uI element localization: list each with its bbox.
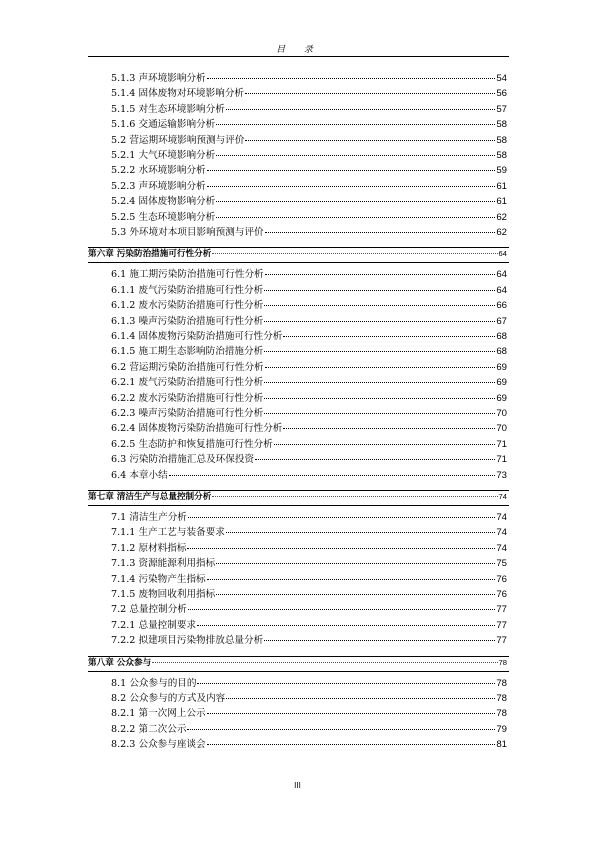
dot-leader bbox=[207, 578, 496, 580]
toc-entry[interactable] bbox=[111, 165, 507, 177]
dot-leader bbox=[264, 320, 495, 322]
dot-leader bbox=[216, 593, 495, 595]
toc-entry-number: 6.2 bbox=[111, 361, 127, 373]
toc-entry-page: 74 bbox=[496, 512, 507, 523]
toc-entry-number: 5.1.5 bbox=[111, 103, 136, 115]
dot-leader bbox=[265, 366, 496, 368]
toc-entry-title bbox=[111, 196, 215, 208]
toc-entry-page: 58 bbox=[496, 134, 507, 146]
toc-entry-text: 拟建项目污染物排放总量分析 bbox=[138, 635, 264, 647]
toc-entry-text: 生态环境影响分析 bbox=[138, 211, 216, 223]
toc-entry[interactable] bbox=[111, 635, 507, 647]
toc-entry-title bbox=[111, 408, 263, 420]
toc-entry[interactable] bbox=[111, 135, 507, 147]
toc-entry[interactable] bbox=[111, 512, 507, 524]
toc-entry-text: 水环境影响分析 bbox=[138, 165, 206, 177]
toc-entry-title bbox=[111, 150, 215, 162]
toc-entry[interactable] bbox=[111, 393, 507, 405]
toc-entry[interactable] bbox=[111, 439, 507, 451]
toc-entry-page: 70 bbox=[496, 408, 507, 419]
toc-entry-title bbox=[111, 574, 206, 586]
toc-entry-title bbox=[111, 512, 187, 524]
toc-entry[interactable] bbox=[111, 346, 507, 358]
toc-entry-number: 8.2.2 bbox=[111, 723, 136, 735]
toc-entry-text: 生产工艺与装备要求 bbox=[138, 527, 225, 539]
toc-entry-title bbox=[111, 331, 282, 343]
toc-entry-number: 5.2.5 bbox=[111, 211, 136, 223]
toc-entry-title bbox=[111, 604, 187, 616]
toc-entry-title bbox=[111, 300, 263, 312]
toc-entry-number: 8.2.3 bbox=[111, 739, 136, 751]
toc-entry-number: 6.2.3 bbox=[111, 408, 136, 419]
toc-entry-text: 清洁生产分析 bbox=[129, 512, 187, 523]
toc-entry[interactable] bbox=[111, 604, 507, 616]
toc-entry[interactable] bbox=[111, 423, 507, 435]
toc-entry-page: 75 bbox=[496, 558, 507, 570]
dot-leader bbox=[169, 474, 496, 476]
toc-entry-text: 对生态环境影响分析 bbox=[138, 103, 225, 115]
toc-entry-text: 公众参与的方式及内容 bbox=[129, 693, 226, 704]
toc-entry-page: 57 bbox=[496, 103, 507, 115]
dot-leader bbox=[264, 304, 495, 306]
toc-entry-number: 6.1.5 bbox=[111, 346, 136, 358]
toc-entry-number: 5.1.3 bbox=[111, 73, 136, 84]
toc-chapter-entry[interactable] bbox=[88, 248, 507, 260]
toc-entry-title bbox=[111, 589, 215, 601]
toc-entry-number: 5.3 bbox=[111, 227, 127, 238]
toc-entry-title bbox=[111, 558, 215, 570]
toc-entry-text: 第一次网上公示 bbox=[138, 708, 206, 720]
toc-entry-text: 总量控制分析 bbox=[129, 604, 187, 616]
toc-entry-text: 资源能源利用指标 bbox=[138, 558, 216, 570]
dot-leader bbox=[216, 216, 495, 218]
dot-leader bbox=[207, 185, 496, 187]
toc-entry-title bbox=[111, 724, 186, 736]
toc-entry[interactable] bbox=[111, 331, 507, 343]
dot-leader bbox=[255, 458, 495, 460]
toc-entry-title bbox=[111, 393, 263, 405]
toc-entry-text: 公众参与的目的 bbox=[129, 677, 197, 689]
dot-leader bbox=[216, 200, 495, 202]
toc-entry-title bbox=[111, 104, 225, 116]
toc-entry-text: 声环境影响分析 bbox=[138, 73, 206, 84]
toc-entry-number: 7.2.1 bbox=[111, 619, 136, 631]
toc-entry-page: 68 bbox=[496, 346, 507, 358]
toc-entry-text: 施工期污染防治措施可行性分析 bbox=[129, 269, 264, 281]
toc-entry-page: 78 bbox=[498, 657, 507, 667]
toc-entry-number: 7.1.4 bbox=[111, 573, 136, 585]
toc-entry-text: 生态防护和恢复措施可行性分析 bbox=[138, 438, 273, 450]
chapter-separator bbox=[88, 671, 509, 672]
toc-entry[interactable] bbox=[111, 196, 507, 208]
dot-leader bbox=[274, 443, 496, 445]
toc-entry-text: 污染防治措施汇总及环保投资 bbox=[129, 454, 255, 466]
toc-entry-title bbox=[111, 181, 206, 193]
toc-entry-text: 噪声污染防治措施可行性分析 bbox=[138, 315, 264, 327]
toc-entry-number: 7.1.3 bbox=[111, 558, 136, 570]
toc-entry-page: 56 bbox=[496, 88, 507, 100]
toc-entry-text: 大气环境影响分析 bbox=[138, 150, 216, 161]
dot-leader bbox=[152, 661, 497, 663]
dot-leader bbox=[187, 728, 495, 730]
toc-entry-page: 69 bbox=[496, 392, 507, 404]
toc-entry-number: 6.4 bbox=[111, 469, 127, 481]
toc-entry-page: 58 bbox=[496, 119, 507, 131]
toc-entry-number: 6.1.4 bbox=[111, 331, 136, 342]
toc-entry-number: 6.2.2 bbox=[111, 392, 136, 404]
toc-entry-page: 69 bbox=[496, 361, 507, 373]
toc-entry-title bbox=[111, 212, 215, 224]
toc-entry-page: 61 bbox=[496, 180, 507, 192]
toc-entry-text: 废水污染防治措施可行性分析 bbox=[138, 392, 264, 404]
toc-entry-text: 交通运输影响分析 bbox=[138, 119, 216, 131]
toc-entry-title bbox=[88, 657, 151, 669]
toc-entry[interactable] bbox=[111, 708, 507, 720]
toc-chapter-entry[interactable] bbox=[88, 491, 507, 503]
toc-entry-text: 第二次公示 bbox=[138, 723, 187, 735]
toc-entry-title bbox=[88, 491, 211, 503]
toc-entry-title bbox=[111, 377, 263, 389]
dot-leader bbox=[226, 531, 496, 533]
toc-entry[interactable] bbox=[111, 408, 507, 420]
toc-entry-number: 7.2 bbox=[111, 604, 127, 616]
toc-entry-text: 施工期生态影响防治措施分析 bbox=[138, 346, 264, 358]
toc-entry-text: 外环境对本项目影响预测与评价 bbox=[129, 227, 264, 238]
toc-entry-page: 71 bbox=[496, 438, 507, 450]
toc-entry-number: 6.3 bbox=[111, 454, 127, 466]
toc-entry-number: 6.2.5 bbox=[111, 438, 136, 450]
toc-entry-page: 79 bbox=[496, 723, 507, 735]
toc-entry-text: 噪声污染防治措施可行性分析 bbox=[138, 408, 264, 419]
header-rule bbox=[88, 56, 509, 57]
toc-entry[interactable] bbox=[111, 119, 507, 131]
toc-entry-text: 废气污染防治措施可行性分析 bbox=[138, 284, 264, 296]
toc-entry[interactable] bbox=[111, 574, 507, 586]
toc-entry-page: 78 bbox=[496, 677, 507, 689]
toc-entry-title bbox=[111, 73, 206, 85]
toc-entry-text: 原材料指标 bbox=[138, 542, 187, 554]
toc-entry-number: 7.1.2 bbox=[111, 542, 136, 554]
dot-leader bbox=[212, 252, 497, 254]
toc-entry[interactable] bbox=[111, 88, 507, 100]
toc-entry[interactable] bbox=[111, 362, 507, 374]
toc-entry-page: 69 bbox=[496, 377, 507, 389]
toc-entry[interactable] bbox=[111, 620, 507, 632]
toc-entry[interactable] bbox=[111, 212, 507, 224]
toc-entry-page: 64 bbox=[498, 249, 507, 259]
dot-leader bbox=[188, 516, 495, 518]
toc-entry-page: 62 bbox=[496, 211, 507, 223]
toc-entry-text: 污染防治措施可行性分析 bbox=[116, 249, 212, 260]
dot-leader bbox=[197, 682, 495, 684]
toc-entry-text: 公众参与座谈会 bbox=[138, 739, 206, 751]
toc-entry-page: 58 bbox=[496, 150, 507, 161]
toc-entry[interactable] bbox=[111, 693, 507, 705]
toc-entry-title bbox=[111, 423, 282, 435]
toc-entry-text: 固体废物对环境影响分析 bbox=[138, 88, 245, 100]
toc-entry[interactable] bbox=[111, 316, 507, 328]
toc-entry-text: 废水污染防治措施可行性分析 bbox=[138, 300, 264, 312]
toc-entry-number: 5.1.6 bbox=[111, 119, 136, 131]
chapter-separator bbox=[88, 262, 509, 263]
toc-entry-page: 59 bbox=[496, 165, 507, 177]
toc-entry-number: 5.2.2 bbox=[111, 165, 136, 177]
dot-leader bbox=[207, 712, 496, 714]
toc-entry-page: 76 bbox=[496, 589, 507, 600]
toc-entry-title bbox=[111, 165, 206, 177]
toc-entry-number: 6.1.3 bbox=[111, 315, 136, 327]
toc-entry-title bbox=[111, 543, 186, 555]
toc-entry[interactable] bbox=[111, 543, 507, 555]
page-header-title: 目 录 bbox=[276, 45, 321, 55]
toc-entry-number: 6.1.1 bbox=[111, 284, 136, 296]
toc-entry-page: 74 bbox=[498, 492, 507, 501]
toc-entry-title bbox=[111, 708, 206, 720]
toc-entry-page: 66 bbox=[496, 300, 507, 312]
toc-entry-title bbox=[111, 346, 263, 358]
toc-entry[interactable] bbox=[111, 181, 507, 193]
toc-entry-text: 营运期污染防治措施可行性分析 bbox=[129, 361, 264, 373]
page-number: III bbox=[294, 781, 301, 790]
toc-entry[interactable] bbox=[111, 227, 507, 239]
toc-entry-page: 73 bbox=[496, 469, 507, 481]
toc-entry[interactable] bbox=[111, 454, 507, 466]
toc-entry-page: 77 bbox=[496, 635, 507, 647]
toc-entry-number: 8.1 bbox=[111, 677, 127, 689]
toc-entry-text: 污染物产生指标 bbox=[138, 573, 206, 585]
toc-entry-page: 64 bbox=[496, 284, 507, 296]
dot-leader bbox=[207, 169, 496, 171]
toc-entry-page: 61 bbox=[496, 196, 507, 208]
dot-leader bbox=[197, 624, 495, 626]
toc-entry-title bbox=[111, 269, 264, 281]
toc-entry-text: 公众参与 bbox=[116, 657, 152, 668]
dot-leader bbox=[264, 412, 495, 414]
dot-leader bbox=[226, 108, 496, 110]
toc-entry-number: 第八章 bbox=[88, 657, 114, 668]
dot-leader bbox=[187, 547, 495, 549]
toc-entry[interactable] bbox=[111, 589, 507, 601]
dot-leader bbox=[212, 495, 497, 497]
toc-entry-number: 7.1.1 bbox=[111, 527, 136, 539]
dot-leader bbox=[264, 289, 495, 291]
toc-entry-title bbox=[111, 470, 168, 482]
toc-entry-page: 71 bbox=[496, 454, 507, 466]
chapter-separator bbox=[88, 505, 509, 506]
toc-entry-title bbox=[88, 248, 211, 260]
toc-entry-number: 7.1.5 bbox=[111, 589, 136, 600]
toc-entry-number: 6.1.2 bbox=[111, 300, 136, 312]
toc-entry-page: 78 bbox=[496, 708, 507, 720]
toc-entry-page: 67 bbox=[496, 315, 507, 327]
toc-entry-title bbox=[111, 88, 244, 100]
toc-entry-number: 6.2.1 bbox=[111, 377, 136, 389]
toc-entry-title bbox=[111, 739, 206, 751]
toc-entry[interactable] bbox=[111, 470, 507, 482]
toc-entry-page: 74 bbox=[496, 542, 507, 554]
toc-entry-title bbox=[111, 227, 264, 239]
dot-leader bbox=[283, 427, 495, 429]
toc-entry-number: 7.2.2 bbox=[111, 635, 136, 647]
toc-entry-page: 77 bbox=[496, 619, 507, 631]
toc-entry[interactable] bbox=[111, 285, 507, 297]
toc-entry-title bbox=[111, 635, 263, 647]
toc-entry-title bbox=[111, 527, 225, 539]
toc-entry-number: 5.2.3 bbox=[111, 180, 136, 192]
toc-entry-title bbox=[111, 678, 196, 690]
toc-entry-text: 声环境影响分析 bbox=[138, 180, 206, 192]
toc-entry-number: 7.1 bbox=[111, 512, 127, 523]
toc-entry-page: 81 bbox=[496, 739, 507, 751]
toc-entry-number: 8.2 bbox=[111, 693, 127, 704]
dot-leader bbox=[265, 273, 496, 275]
dot-leader bbox=[226, 697, 495, 699]
toc-entry-title bbox=[111, 454, 254, 466]
dot-leader bbox=[216, 123, 495, 125]
toc-entry-number: 5.2.1 bbox=[111, 150, 136, 161]
toc-entry-number: 5.1.4 bbox=[111, 88, 136, 100]
toc-entry-title bbox=[111, 285, 263, 297]
toc-entry-number: 6.2.4 bbox=[111, 423, 136, 435]
toc-entry-page: 64 bbox=[496, 269, 507, 281]
toc-entry-title bbox=[111, 620, 196, 632]
toc-entry-text: 营运期环境影响预测与评价 bbox=[129, 134, 245, 146]
dot-leader bbox=[207, 743, 496, 745]
toc-entry-title bbox=[111, 362, 264, 374]
dot-leader bbox=[265, 231, 496, 233]
toc-entry-page: 74 bbox=[496, 527, 507, 539]
toc-entry[interactable] bbox=[111, 150, 507, 162]
dot-leader bbox=[188, 608, 495, 610]
toc-chapter-entry[interactable] bbox=[88, 657, 507, 669]
toc-entry-page: 77 bbox=[496, 604, 507, 616]
toc-entry[interactable] bbox=[111, 739, 507, 751]
toc-entry-text: 固体废物影响分析 bbox=[138, 196, 216, 208]
toc-entry[interactable] bbox=[111, 300, 507, 312]
toc-entry[interactable] bbox=[111, 377, 507, 389]
toc-entry-number: 第六章 bbox=[88, 249, 114, 260]
toc-entry-title bbox=[111, 693, 225, 705]
toc-entry-page: 62 bbox=[496, 227, 507, 238]
toc-entry-page: 70 bbox=[496, 423, 507, 435]
toc-entry-text: 废物回收利用指标 bbox=[138, 589, 216, 600]
dot-leader bbox=[216, 154, 495, 156]
dot-leader bbox=[264, 350, 495, 352]
toc-entry-page: 78 bbox=[496, 693, 507, 704]
toc-entry-number: 8.2.1 bbox=[111, 708, 136, 720]
dot-leader bbox=[216, 562, 495, 564]
toc-entry-title bbox=[111, 316, 263, 328]
dot-leader bbox=[245, 92, 495, 94]
toc-entry-text: 固体废物污染防治措施可行性分析 bbox=[138, 423, 283, 435]
toc-entry-number: 第七章 bbox=[88, 492, 114, 502]
dot-leader bbox=[283, 335, 495, 337]
toc-entry-text: 总量控制要求 bbox=[138, 619, 197, 631]
toc-entry[interactable] bbox=[111, 73, 507, 85]
toc-entry-title bbox=[111, 439, 273, 451]
dot-leader bbox=[264, 397, 495, 399]
toc-entry-number: 5.2.4 bbox=[111, 196, 136, 208]
dot-leader bbox=[245, 139, 495, 141]
toc-entry-text: 固体废物污染防治措施可行性分析 bbox=[138, 331, 283, 342]
toc-entry-page: 68 bbox=[496, 331, 507, 342]
toc-entry[interactable] bbox=[111, 104, 507, 116]
toc-entry-number: 5.2 bbox=[111, 134, 127, 146]
toc-entry[interactable] bbox=[111, 527, 507, 539]
toc-entry-page: 76 bbox=[496, 573, 507, 585]
toc-entry[interactable] bbox=[111, 678, 507, 690]
toc-entry-text: 废气污染防治措施可行性分析 bbox=[138, 377, 264, 389]
toc-entry-text: 清洁生产与总量控制分析 bbox=[116, 492, 212, 502]
dot-leader bbox=[264, 381, 495, 383]
toc-entry-title bbox=[111, 135, 244, 147]
toc-entry[interactable] bbox=[111, 558, 507, 570]
dot-leader bbox=[264, 639, 495, 641]
toc-entry[interactable] bbox=[111, 724, 507, 736]
dot-leader bbox=[207, 77, 496, 79]
toc-entry-number: 6.1 bbox=[111, 269, 127, 281]
toc-entry-text: 本章小结 bbox=[129, 469, 168, 481]
toc-entry-title bbox=[111, 119, 215, 131]
toc-entry[interactable] bbox=[111, 269, 507, 281]
toc-entry-page: 54 bbox=[496, 73, 507, 84]
